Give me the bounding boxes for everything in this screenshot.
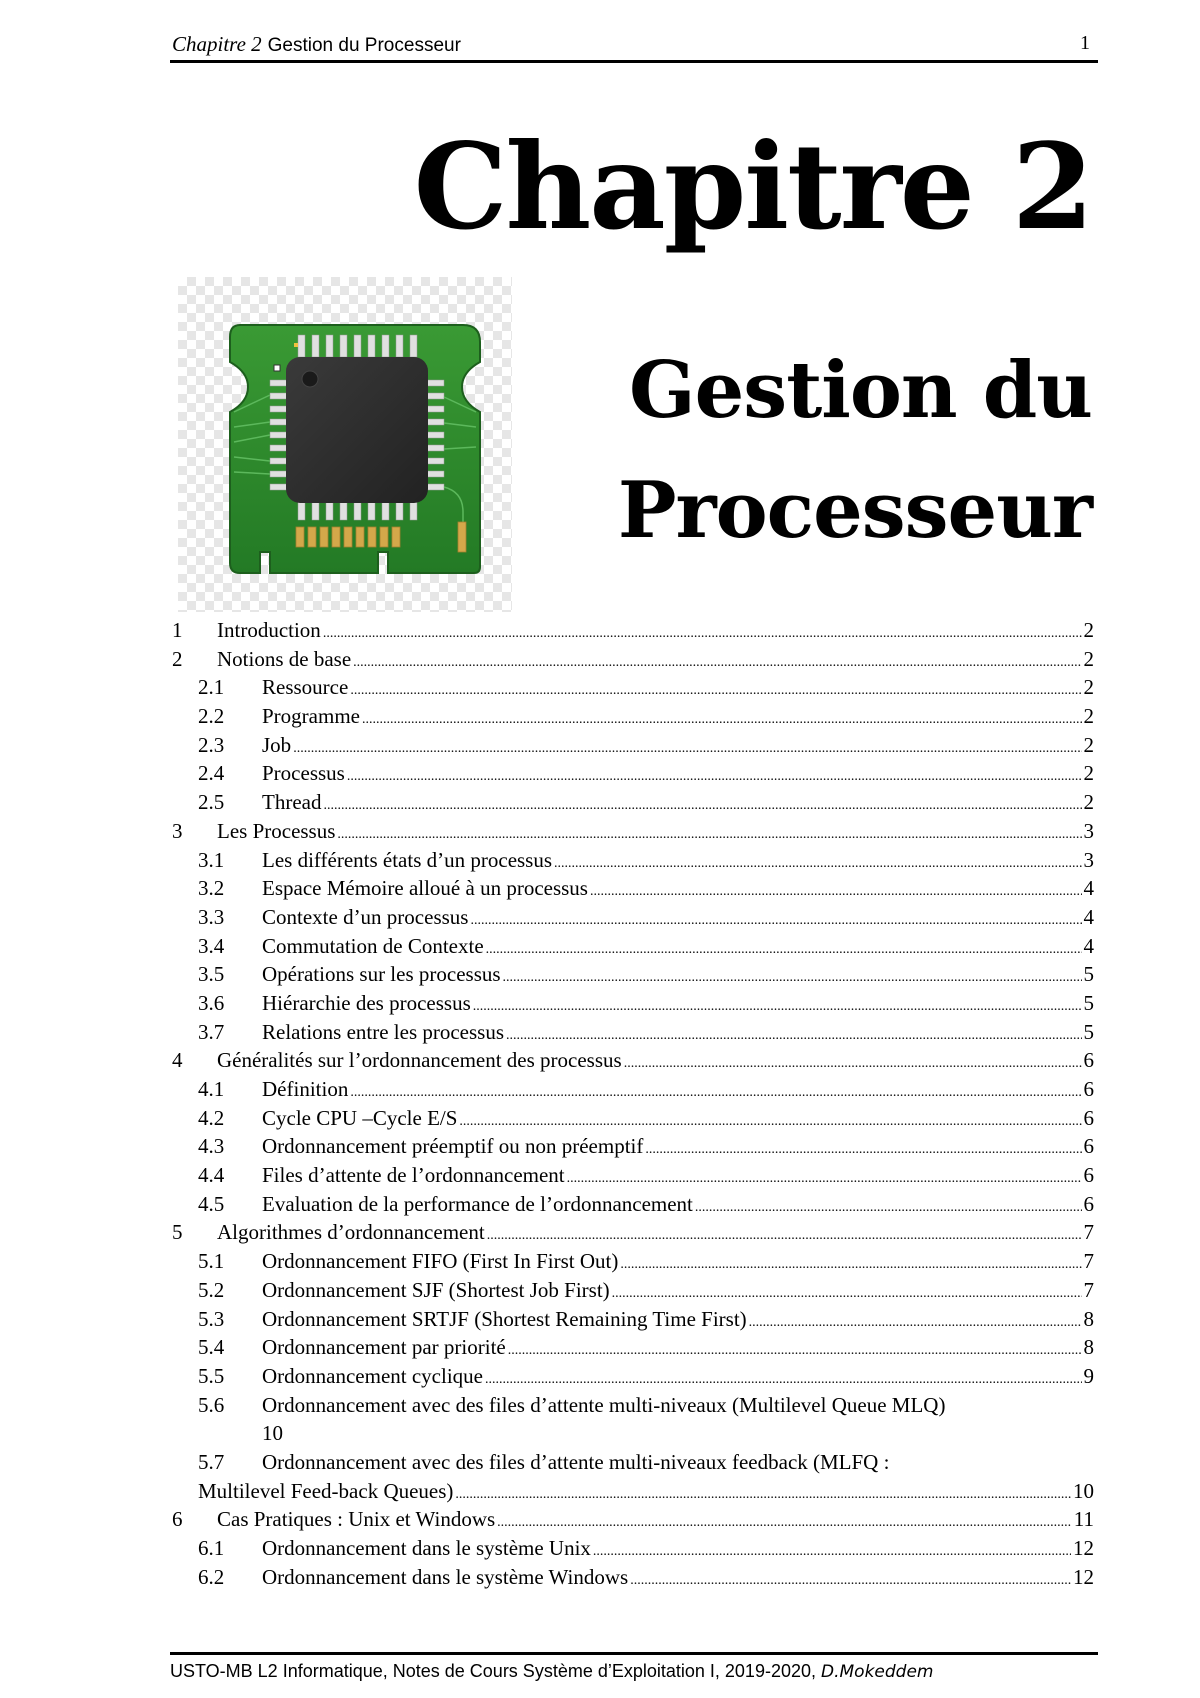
toc-title: Cycle CPU –Cycle E/S: [262, 1104, 459, 1137]
toc-title: Commutation de Contexte: [262, 932, 486, 965]
toc-page: 12: [1073, 1564, 1094, 1589]
toc-entry[interactable]: [172, 874, 1094, 903]
toc-title: Ordonnancement dans le système Unix: [262, 1534, 593, 1567]
toc-entry[interactable]: [172, 759, 1094, 788]
toc-title: Ordonnancement par priorité: [262, 1333, 508, 1366]
toc-page: 6: [1083, 1134, 1094, 1159]
toc-title: Ordonnancement FIFO (First In First Out): [262, 1247, 620, 1280]
toc-number: 4.3: [198, 1134, 225, 1159]
toc-entry[interactable]: [172, 903, 1094, 932]
toc-title: Relations entre les processus: [262, 1018, 506, 1051]
toc-page: 4: [1083, 933, 1094, 958]
chapter-subtitle-line-1: Gestion du: [629, 345, 1092, 436]
cpu-chip-icon: [178, 277, 512, 612]
toc-page: 2: [1083, 790, 1094, 815]
toc-title: Ordonnancement SJF (Shortest Job First): [262, 1276, 612, 1309]
toc-page: 7: [1083, 1220, 1094, 1245]
toc-number: 5.3: [198, 1306, 225, 1331]
chapter-title: Chapitre 2: [413, 117, 1092, 256]
toc-title: Les différents états d’un processus: [262, 846, 554, 879]
toc-number: 4.2: [198, 1105, 225, 1130]
toc-number: 5: [172, 1220, 183, 1245]
toc-entry[interactable]: [172, 1505, 1094, 1534]
table-of-contents: [172, 616, 1094, 1591]
toc-entry-continuation[interactable]: [172, 1477, 1094, 1506]
toc-entry-continuation[interactable]: [172, 1419, 1094, 1448]
toc-title: Evaluation de la performance de l’ordonnancement: [262, 1190, 695, 1223]
toc-page: 2: [1083, 732, 1094, 757]
toc-entry[interactable]: [172, 1132, 1094, 1161]
toc-title: Job: [262, 731, 293, 764]
toc-number: 6.1: [198, 1536, 225, 1560]
toc-title: Algorithmes d’ordonnancement: [217, 1218, 487, 1251]
toc-entry[interactable]: [172, 1448, 1094, 1477]
toc-number: 2.4: [198, 761, 225, 786]
toc-number: 6.2: [198, 1564, 225, 1589]
toc-page: 2: [1083, 761, 1094, 786]
toc-entry[interactable]: [172, 1305, 1094, 1334]
toc-number: 3.3: [198, 904, 225, 929]
toc-number: 4.4: [198, 1163, 225, 1188]
toc-page: 2: [1083, 618, 1094, 642]
toc-entry[interactable]: [172, 989, 1094, 1018]
toc-title: Notions de base: [217, 645, 353, 678]
toc-number: 3.2: [198, 876, 225, 901]
toc-number: 3.6: [198, 990, 225, 1015]
toc-entry[interactable]: [172, 1075, 1094, 1104]
toc-page: 6: [1083, 1077, 1094, 1101]
toc-title: Files d’attente de l’ordonnancement: [262, 1161, 567, 1194]
toc-number: 4.5: [198, 1191, 225, 1216]
running-title: [172, 32, 461, 57]
toc-title-continuation: Multilevel Feed-back Queues): [198, 1477, 455, 1510]
toc-leader-dots: [630, 1563, 1071, 1596]
header-chapter: Chapitre 2: [172, 32, 262, 56]
toc-entry[interactable]: [172, 932, 1094, 961]
toc-number: 2.2: [198, 704, 225, 729]
toc-entry[interactable]: [172, 817, 1094, 846]
toc-number: 4.1: [198, 1077, 225, 1101]
toc-page: 8: [1083, 1306, 1094, 1331]
toc-entry[interactable]: [172, 1276, 1094, 1305]
toc-page: 2: [1083, 675, 1094, 700]
toc-entry[interactable]: [172, 960, 1094, 989]
toc-page: 9: [1083, 1363, 1094, 1388]
toc-number: 3.5: [198, 962, 225, 987]
toc-entry[interactable]: [172, 673, 1094, 702]
toc-number: 2.5: [198, 790, 225, 815]
toc-page: 6: [1083, 1105, 1094, 1130]
toc-number: 3.1: [198, 847, 225, 872]
toc-page: 6: [1083, 1048, 1094, 1073]
toc-number: 5.5: [198, 1363, 225, 1388]
toc-entry[interactable]: [172, 1161, 1094, 1190]
toc-title: Ordonnancement avec des files d’attente multi-niveaux (Multilevel Queue MLQ): [262, 1391, 947, 1420]
toc-number: 6: [172, 1507, 183, 1532]
toc-entry[interactable]: [172, 731, 1094, 760]
toc-title: Hiérarchie des processus: [262, 989, 473, 1022]
toc-title: Ordonnancement dans le système Windows: [262, 1563, 630, 1596]
toc-entry[interactable]: [172, 1218, 1094, 1247]
toc-page: 2: [1083, 646, 1094, 671]
cpu-chip-image: [178, 277, 512, 612]
toc-entry[interactable]: [172, 1018, 1094, 1047]
toc-number: 3: [172, 818, 183, 843]
toc-page: 2: [1083, 704, 1094, 729]
toc-page: 7: [1083, 1249, 1094, 1274]
page-header: [170, 30, 1098, 63]
toc-number: 1: [172, 618, 183, 642]
toc-title: Contexte d’un processus: [262, 903, 470, 936]
toc-title: Introduction: [217, 616, 323, 649]
toc-page: 6: [1083, 1191, 1094, 1216]
toc-page: 8: [1083, 1335, 1094, 1360]
toc-number: 5.2: [198, 1277, 225, 1302]
toc-entry[interactable]: [172, 1534, 1094, 1563]
toc-page: 7: [1083, 1277, 1094, 1302]
toc-number: 2.3: [198, 732, 225, 757]
toc-page: 5: [1083, 990, 1094, 1015]
toc-title: Les Processus: [217, 817, 337, 850]
toc-page: 5: [1083, 962, 1094, 987]
toc-title: Cas Pratiques : Unix et Windows: [217, 1505, 497, 1538]
toc-entry[interactable]: [172, 1563, 1094, 1592]
toc-title: Ordonnancement cyclique: [262, 1362, 485, 1395]
toc-number: 5.7: [198, 1449, 225, 1474]
toc-title: Processus: [262, 759, 347, 792]
toc-number: 2: [172, 646, 183, 671]
toc-page: 10: [1073, 1478, 1094, 1503]
toc-entry[interactable]: [172, 788, 1094, 817]
toc-page: 10: [262, 1419, 285, 1448]
toc-page: 3: [1083, 847, 1094, 872]
toc-number: 4: [172, 1048, 183, 1073]
footer-text: USTO-MB L2 Informatique, Notes de Cours Système d’Exploitation I, 2019-2020,: [170, 1661, 821, 1681]
toc-page: 6: [1083, 1163, 1094, 1188]
toc-title: Thread: [262, 788, 323, 821]
toc-entry[interactable]: [172, 702, 1094, 731]
toc-page: 4: [1083, 876, 1094, 901]
toc-number: 5.1: [198, 1249, 225, 1274]
toc-entry[interactable]: [172, 616, 1094, 645]
toc-entry[interactable]: [172, 1046, 1094, 1075]
toc-title: Ordonnancement avec des files d’attente multi-niveaux feedback (MLFQ :: [262, 1448, 891, 1477]
toc-page: 4: [1083, 904, 1094, 929]
toc-entry[interactable]: [172, 1391, 1094, 1420]
toc-entry[interactable]: [172, 1104, 1094, 1133]
toc-entry[interactable]: [172, 1362, 1094, 1391]
footer-author: D.Mokeddem: [821, 1662, 934, 1682]
page-number: 1: [1080, 32, 1090, 54]
toc-title: Ordonnancement SRTJF (Shortest Remaining Time First): [262, 1305, 749, 1338]
toc-title: Définition: [262, 1075, 350, 1108]
header-title: Gestion du Processeur: [267, 35, 461, 56]
toc-title: Ressource: [262, 673, 350, 706]
toc-number: 3.7: [198, 1019, 225, 1044]
toc-entry[interactable]: [172, 1190, 1094, 1219]
toc-number: 2.1: [198, 675, 225, 700]
toc-page: 5: [1083, 1019, 1094, 1044]
toc-number: 5.4: [198, 1335, 225, 1360]
toc-title: Programme: [262, 702, 362, 735]
toc-page: 3: [1083, 818, 1094, 843]
toc-number: 5.6: [198, 1392, 225, 1417]
toc-title: Généralités sur l’ordonnancement des processus: [217, 1046, 624, 1079]
toc-title: Opérations sur les processus: [262, 960, 503, 993]
chapter-subtitle-line-2: Processeur: [617, 465, 1092, 556]
toc-entry[interactable]: [172, 645, 1094, 674]
toc-title: Ordonnancement préemptif ou non préemptif: [262, 1132, 645, 1165]
toc-page: 12: [1073, 1536, 1094, 1560]
toc-title: Espace Mémoire alloué à un processus: [262, 874, 590, 907]
page-footer: [170, 1652, 1098, 1682]
toc-entry[interactable]: [172, 1247, 1094, 1276]
toc-number: 3.4: [198, 933, 225, 958]
toc-entry[interactable]: [172, 846, 1094, 875]
toc-page: 11: [1073, 1507, 1094, 1532]
toc-entry[interactable]: [172, 1333, 1094, 1362]
